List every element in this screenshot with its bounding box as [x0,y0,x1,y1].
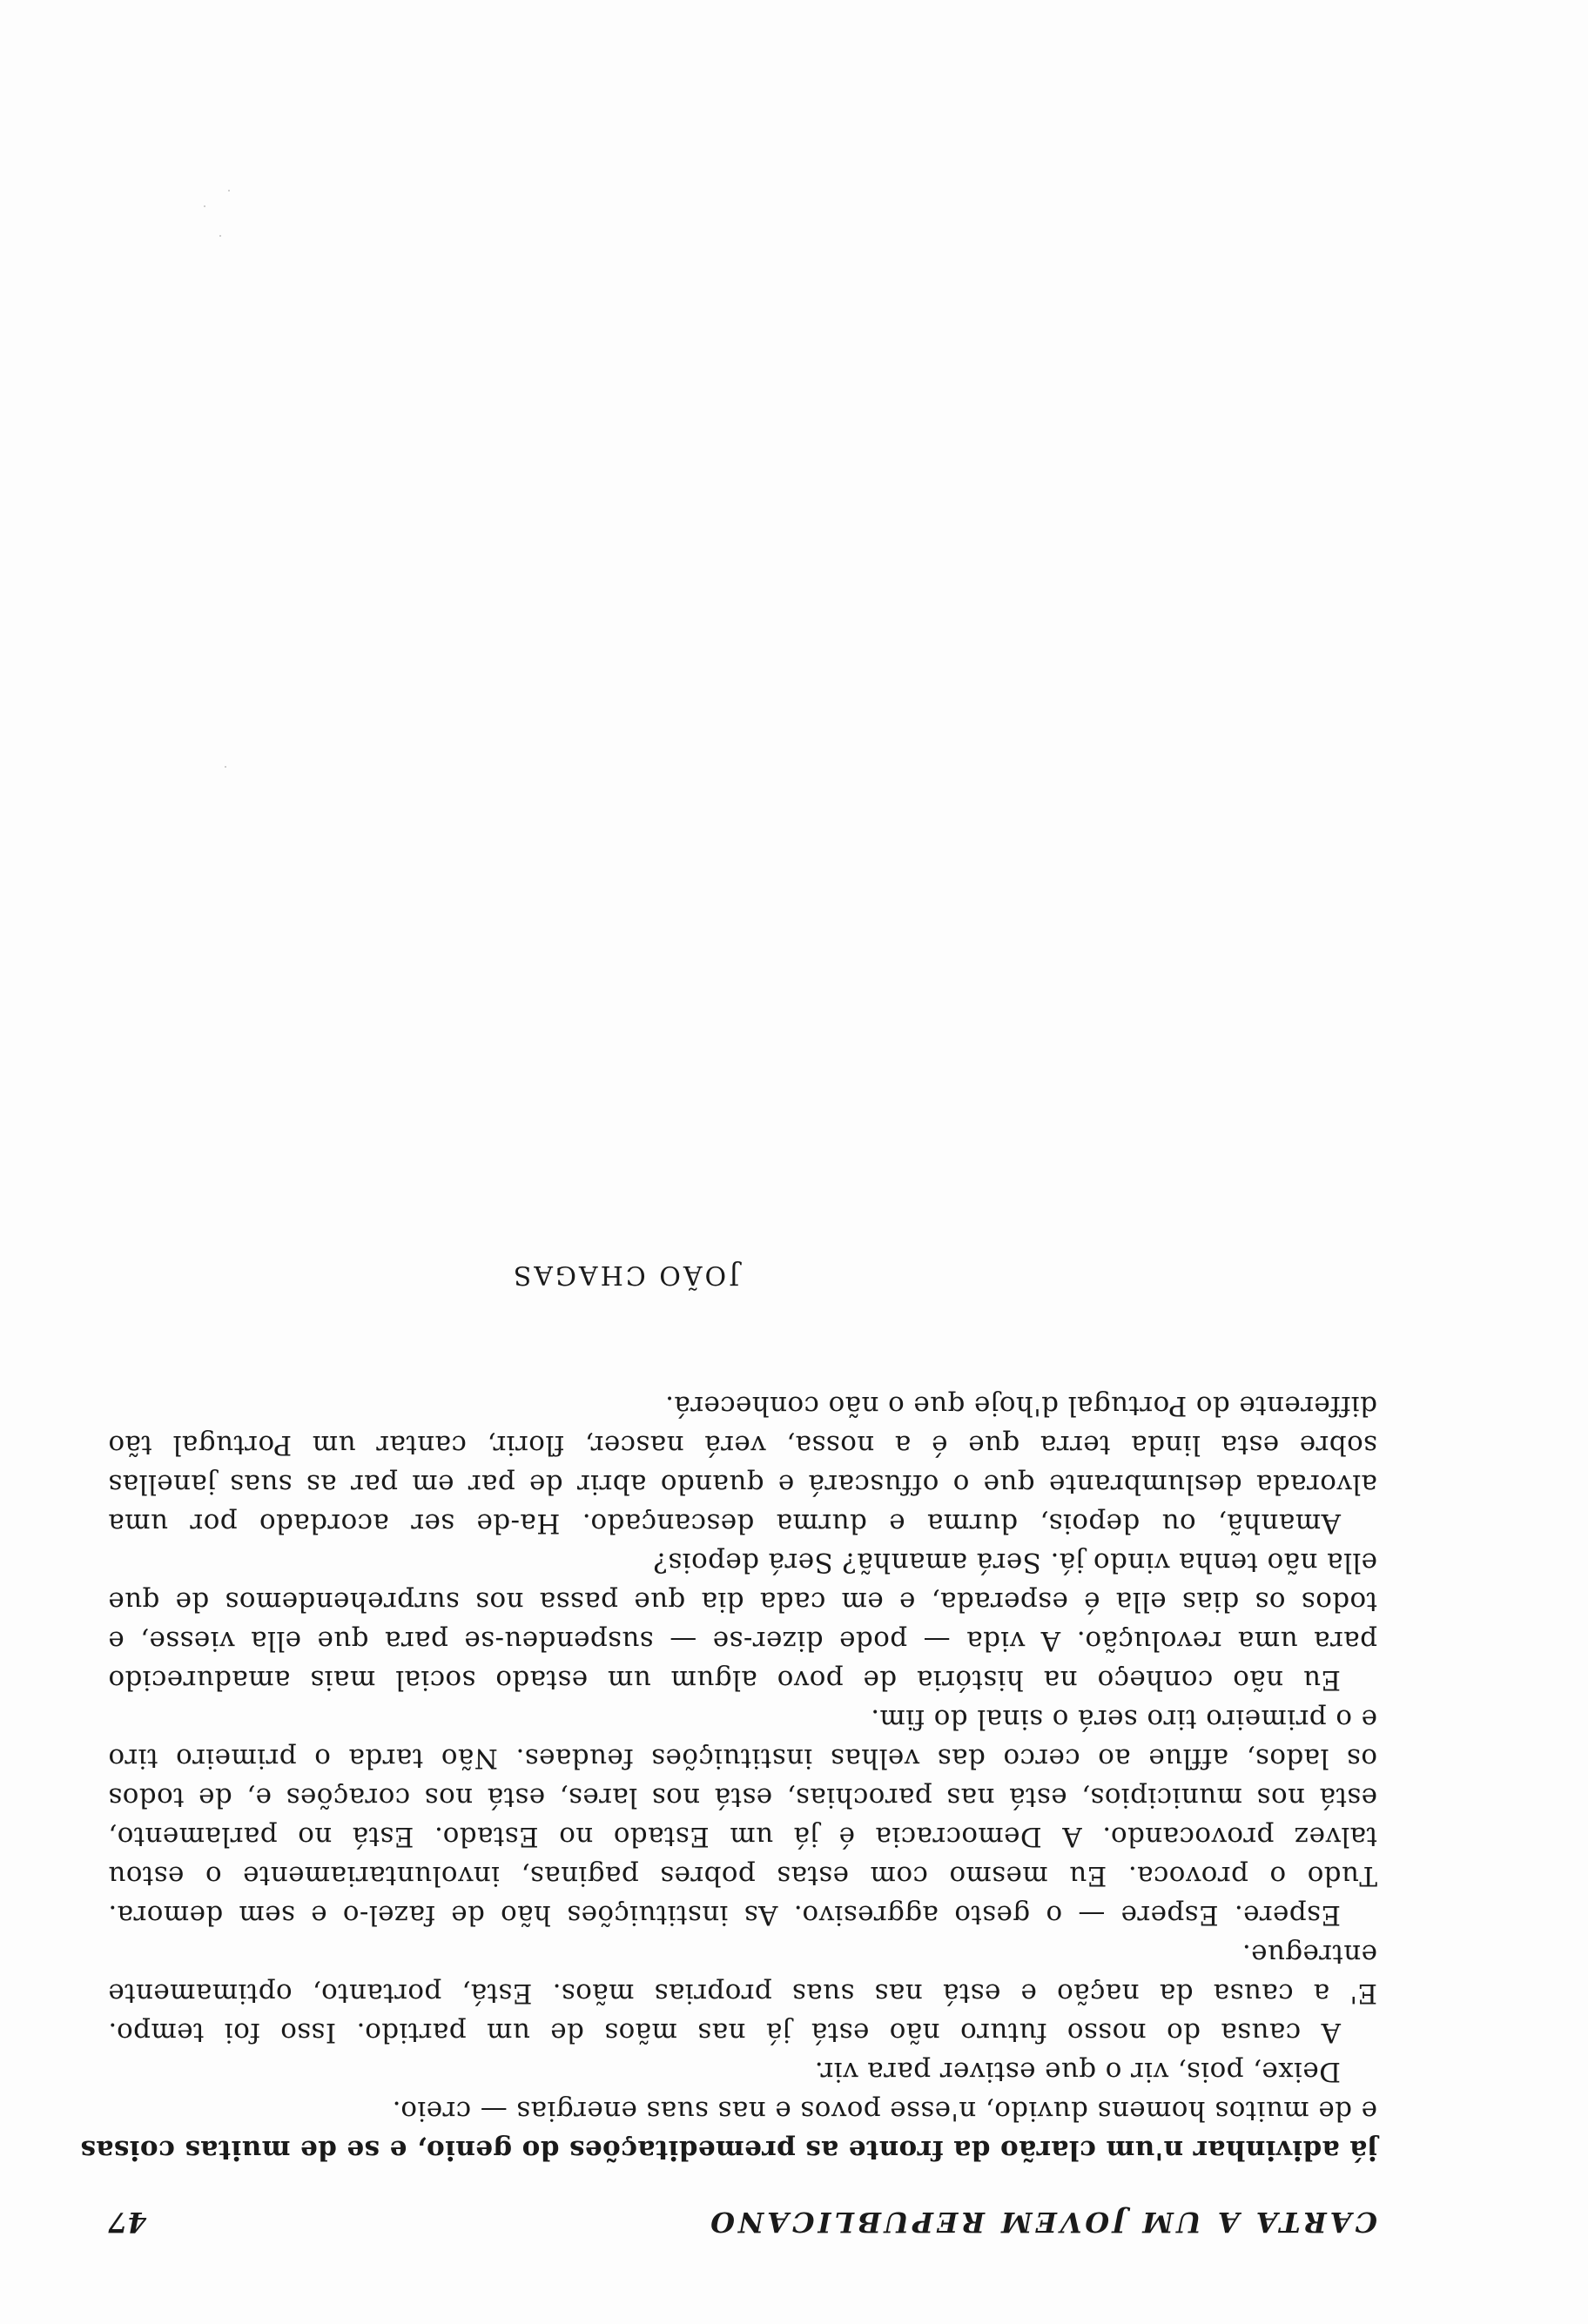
text-line: Espere. Espere — o gesto aggresivo. As instituições hão de fazel-o e sem demora. [108,1899,1341,1931]
page-header [108,2195,1377,2239]
text-line: sobre esta linda terra que é a nossa, verá nascer, florir, cantar um Portugal tão [108,1429,1377,1461]
scan-speck [219,235,221,237]
text-line: já adivinhar n'um clarão da fronte as premeditações do genio, e se de muitas coisas [80,2134,1377,2166]
text-line: A causa do nosso futuro não está já nas mãos de um partido. Isso foi tempo. [108,2017,1341,2048]
text-line: ella não tenha vindo já. Será amanhã? Será depois? [653,1547,1377,1578]
signature-text: JOÃO CHAGAS [510,1259,740,1290]
text-line: Tudo o provoca. Eu mesmo com estas pobres paginas, involuntariamente o estou [108,1860,1377,1891]
text-line: entregue. [1241,1938,1377,1970]
text-line: todos os dias ella é esperada, e em cada dia que passa nos surprehendemos de que [108,1586,1377,1617]
signature [108,1259,1377,1290]
text-line: e de muitos homens duvido, n'esse povos e nas suas energias — creio. [392,2095,1377,2126]
text-line: e o primeiro tiro será o sinal do fim. [870,1703,1377,1735]
text-line: alvorada deslumbrante que o offuscará e quando abrir de par em par as suas janellas [108,1468,1377,1500]
page-number: 47 [108,2206,147,2239]
text-line: Eu não conheço na história de povo algum um estado social mais amadurecido [108,1664,1341,1696]
text-line: para uma revolução. A vida — pode dizer-se — suspendeu-se para que ella viesse, e [108,1625,1377,1656]
text-line: está nos municipios, está nas parochias, está nos lares, está nos corações e, de todos [108,1782,1377,1813]
scan-speck [204,205,205,207]
scan-speck [228,190,230,191]
running-title: CARTA A UM JOVEM REPUBLICANO [707,2206,1377,2239]
text-line: differente do Portugal d'hoje que o não conhecerá. [664,1390,1377,1421]
text-line: talvez provocando. A Democracia é já um Estado no Estado. Está no parlamento, [108,1821,1377,1852]
text-line: E' a causa da nação e está nas suas proprias mãos. Está, portanto, optimamente [108,1978,1377,2009]
text-line: Deixe, pois, vir o que estiver para vir. [814,2056,1341,2087]
text-line: Amanhã, ou depois, durma e durma descançado. Ha-de ser acordado por uma [108,1508,1341,1539]
scan-speck [225,766,226,768]
letter-body [80,1386,1377,2169]
text-line: os lados, afflue ao cerco das velhas instituições feudaes. Não tarda o primeiro tiro [108,1743,1377,1774]
